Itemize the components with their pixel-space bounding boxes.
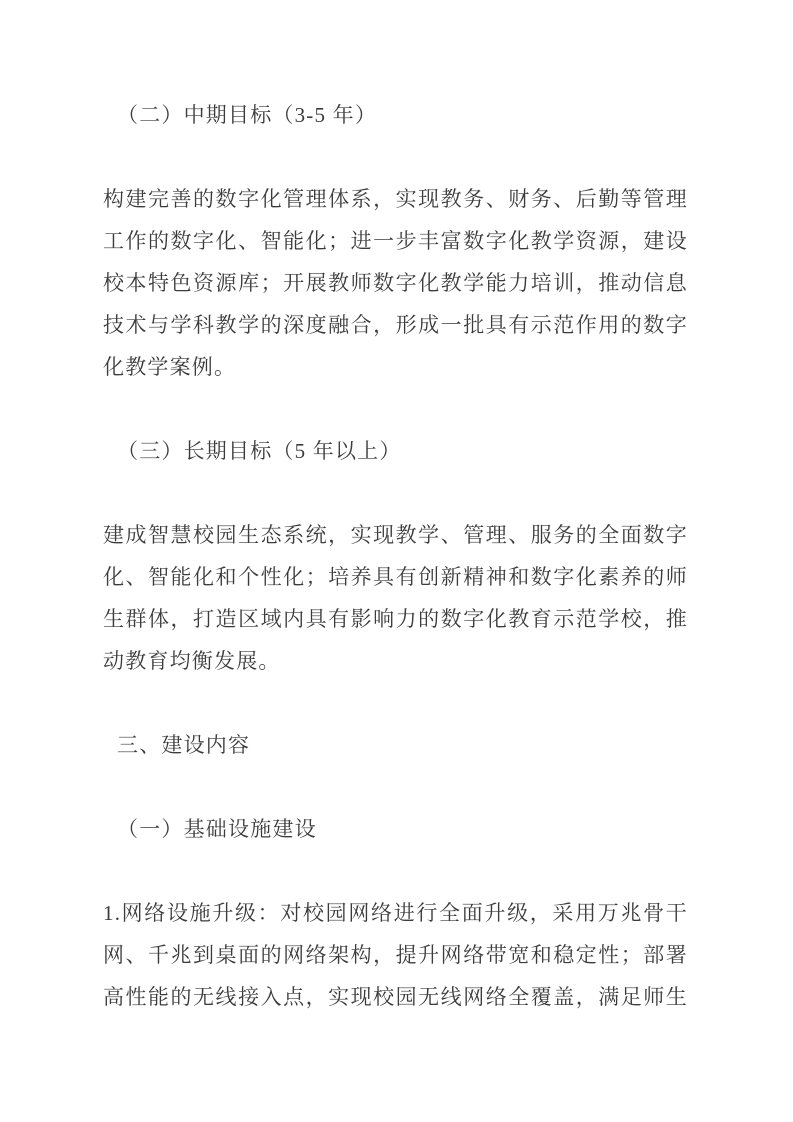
text-line: 化、智能化和个性化；培养具有创新精神和数字化素养的师 xyxy=(103,565,688,589)
heading-longterm-goal: （三）长期目标（5 年以上） xyxy=(117,439,402,463)
heading-section-construction-content: 三、建设内容 xyxy=(117,733,251,757)
paragraph-midterm-goal xyxy=(103,178,688,388)
text-line: 化教学案例。 xyxy=(103,355,237,379)
heading-midterm-goal: （二）中期目标（3-5 年） xyxy=(117,103,378,127)
document-content xyxy=(103,94,688,1018)
text-line: 动教育均衡发展。 xyxy=(103,649,281,673)
text-line: 网、千兆到桌面的网络架构，提升网络带宽和稳定性；部署 xyxy=(103,943,688,967)
text-line: 1.网络设施升级：对校园网络进行全面升级，采用万兆骨干 xyxy=(103,901,688,925)
heading-infrastructure-construction: （一）基础设施建设 xyxy=(117,817,317,841)
text-line: 高性能的无线接入点，实现校园无线网络全覆盖，满足师生 xyxy=(103,985,688,1009)
text-line: 工作的数字化、智能化；进一步丰富数字化教学资源，建设 xyxy=(103,229,688,253)
paragraph-longterm-goal xyxy=(103,514,688,682)
paragraph-network-upgrade xyxy=(103,892,688,1018)
text-line: 技术与学科教学的深度融合，形成一批具有示范作用的数字 xyxy=(103,313,688,337)
text-line: 构建完善的数字化管理体系，实现教务、财务、后勤等管理 xyxy=(103,187,688,211)
text-line: 生群体，打造区域内具有影响力的数字化教育示范学校，推 xyxy=(103,607,688,631)
text-line: 建成智慧校园生态系统，实现教学、管理、服务的全面数字 xyxy=(103,523,688,547)
text-line: 校本特色资源库；开展教师数字化教学能力培训，推动信息 xyxy=(103,271,688,295)
